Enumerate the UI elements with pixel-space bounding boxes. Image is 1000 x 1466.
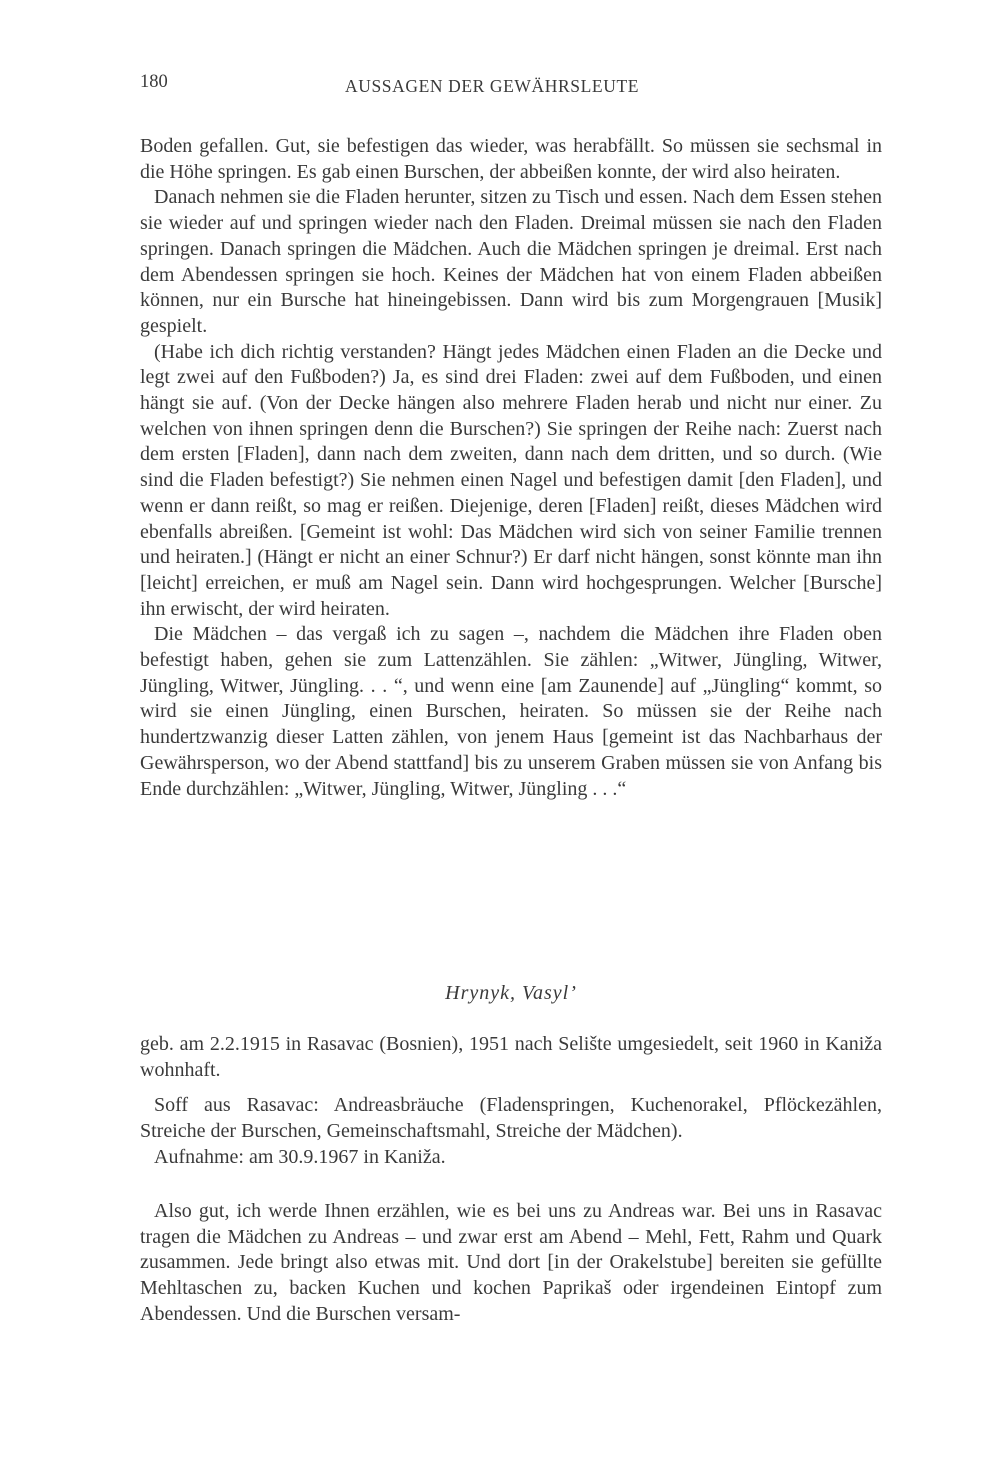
paragraph-2: Danach nehmen sie die Fladen herunter, sitzen zu Tisch und essen. Nach dem Essen stehen sie wieder auf und springen wieder nach den Fladen. Dreimal müssen sie nach den Fladen springen. Danach springen die Mädchen. Auch die Mädchen springen je dreimal. Erst nach dem Abendessen springen sie hoch. Keines der Mädchen hat von einem Fladen abbeißen können, nur ein Bursche hat hineingebissen. Dann wird bis zum Morgengrauen [Musik] gespielt. [140, 186, 882, 337]
soff-paragraph: Soff aus Rasavac: Andreasbräuche (Fladenspringen, Kuchenorakel, Pflöckezählen, Streiche der Burschen, Gemeinschaftsmahl, Streiche der Mädchen). [140, 1094, 882, 1143]
body-text-top [140, 134, 882, 802]
section-info [140, 1032, 882, 1171]
paragraph-4: Die Mädchen – das vergaß ich zu sagen –, nachdem die Mädchen ihre Fladen oben befestigt haben, gehen sie zum Lattenzählen. Sie zählen: „Witwer, Jüngling, Witwer, Jüngling, Witwer, Jüngling. . . “, und wenn eine [am Zaunende] auf „Jüngling“ kommt, so wird sie einen Jüngling, einen Burschen, heiraten. So müssen sie der Reihe nach hundertzwanzig dieser Latten zählen, von jenem Haus [gemeint ist das Nachbarhaus der Gewährsperson, wo der Abend stattfand] bis zu unserem Graben müssen sie von Anfang bis Ende durchzählen: „Witwer, Jüngling, Witwer, Jüngling . . .“ [140, 623, 882, 800]
narrative-block [140, 1199, 882, 1328]
narrative-paragraph: Also gut, ich werde Ihnen erzählen, wie es bei uns zu Andreas war. Bei uns in Rasavac tragen die Mädchen zu Andreas – und zwar erst am Abend – Mehl, Fett, Rahm und Quark zusammen. Jede bringt also etwas mit. Und dort [in der Orakelstube] bereiten sie gefüllte Mehltaschen zu, backen Kuchen und kochen Paprikaš oder irgendeinen Eintopf zum Abendessen. Und die Burschen versam- [140, 1200, 882, 1325]
bio-paragraph: geb. am 2.2.1915 in Rasavac (Bosnien), 1951 nach Selište umgesiedelt, seit 1960 in Kaniža wohnhaft. [140, 1033, 882, 1081]
aufnahme-paragraph: Aufnahme: am 30.9.1967 in Kaniža. [154, 1145, 446, 1168]
running-header [140, 72, 880, 102]
paragraph-3: (Habe ich dich richtig verstanden? Hängt jedes Mädchen einen Fladen an die Decke und legt zwei auf den Fußboden?) Ja, es sind drei Fladen: zwei auf dem Fußboden, und einen hängt sie auf. (Von der Decke hängen also mehrere Fladen herab und nicht nur einer. Zu welchen von ihnen springen denn die Burschen?) Sie springen der Reihe nach: Zuerst nach dem ersten [Fladen], dann nach dem zweiten, dann nach dem dritten, und so durch. (Wie sind die Fladen befestigt?) Sie nehmen einen Nagel und befestigen damit [den Fladen], und wenn er dann reißt, so mag er reißen. Diejenige, deren [Fladen] reißt, dieses Mädchen wird ebenfalls abreißen. [Gemeint ist wohl: Das Mädchen wird sich von seiner Familie trennen und heiraten.] (Hängt er nicht an einer Schnur?) Er darf nicht hängen, sonst könnte man ihn [leicht] erreichen, er muß am Nagel sein. Dann wird hochgesprungen. Welcher [Bursche] ihn erwischt, der wird heiraten. [140, 340, 882, 620]
paragraph-1: Boden gefallen. Gut, sie befestigen das wieder, was herabfällt. So müssen sie sechsmal in die Höhe springen. Es gab einen Burschen, der abbeißen konnte, der wird also heiraten. [140, 135, 882, 183]
running-title: AUSSAGEN DER GEWÄHRSLEUTE [345, 76, 640, 96]
page-number: 180 [140, 72, 168, 92]
section-heading: Hrynyk, Vasyl’ [445, 982, 577, 1004]
